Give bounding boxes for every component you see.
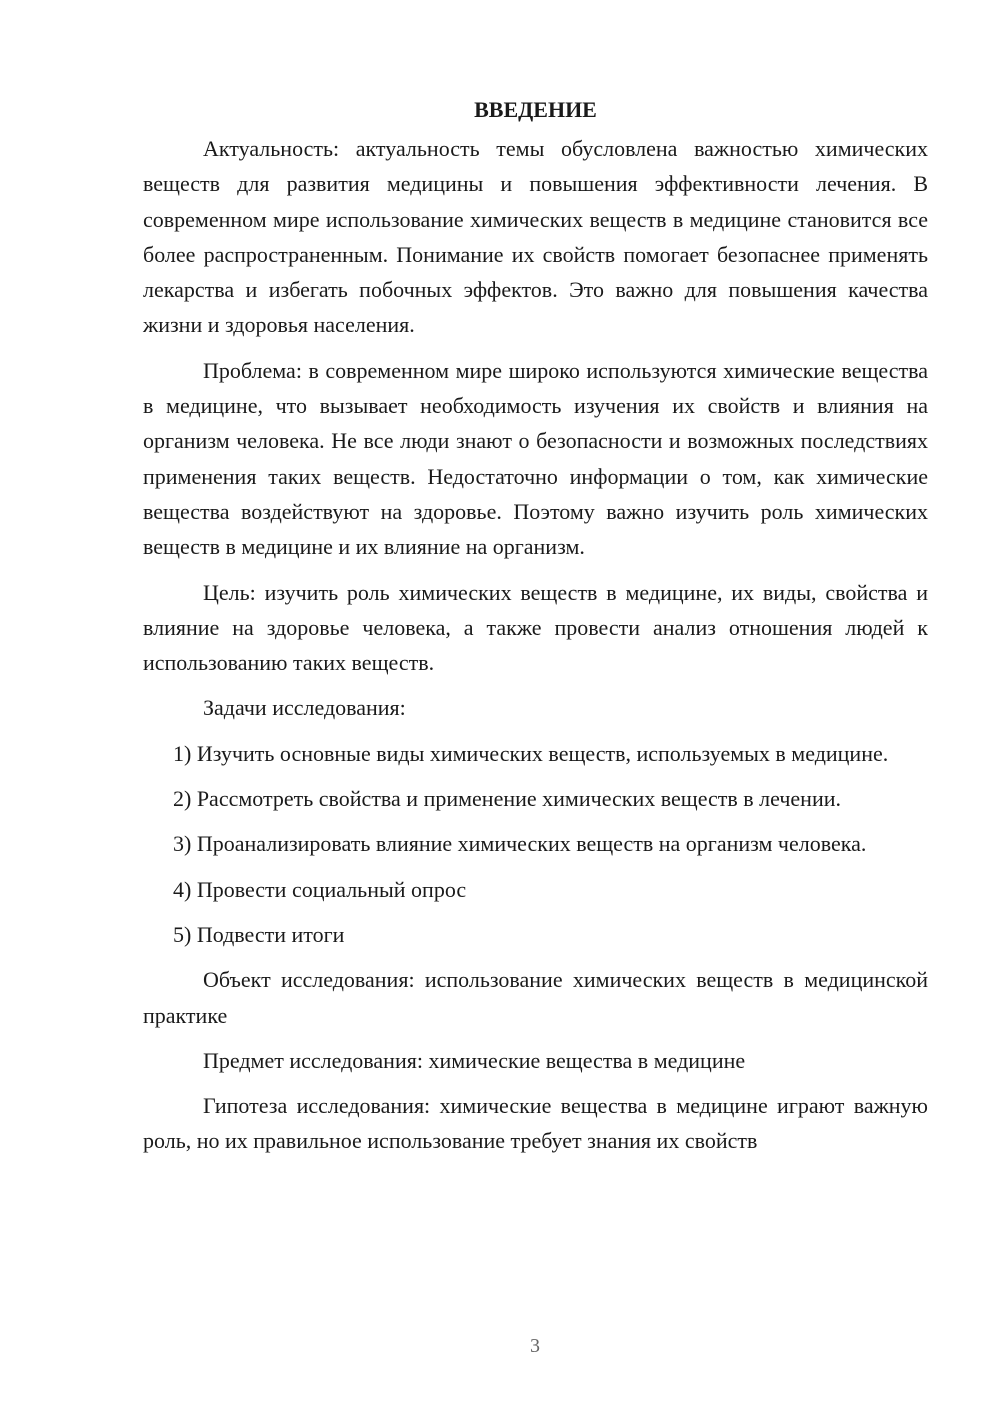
tasks-heading: Задачи исследования: [203,695,406,721]
task-item-1: 1) Изучить основные виды химических веществ, используемых в медицине. [173,740,889,766]
section-title: ВВЕДЕНИЕ [474,97,597,122]
paragraph-subject: Предмет исследования: химические вещества в медицине [203,1047,746,1073]
paragraph-goal: Цель: изучить роль химических веществ в медицине, их виды, свойства и влияние на здоровье человека, а также провести анализ отношения людей к использованию таких веществ. [143,579,928,676]
task-item-5: 5) Подвести итоги [173,921,345,947]
task-item-2: 2) Рассмотреть свойства и применение химических веществ в лечении. [173,786,842,812]
document-page [143,92,928,1159]
paragraph-problem: Проблема: в современном мире широко используются химические вещества в медицине, что вызывает необходимость изучения их свойств и влияния на организм человека. Не все люди знают о безопасности и возможных последствиях применения таких веществ. Недостаточно информации о том, как химические вещества воздействуют на здоровье. Поэтому важно изучить роль химических веществ в медицине и их влияние на организм. [143,357,928,560]
paragraph-hypothesis: Гипотеза исследования: химические вещества в медицине играют важную роль, но их правильное использование требует знания их свойств [143,1093,928,1154]
paragraph-object: Объект исследования: использование химических веществ в медицинской практике [143,967,928,1028]
paragraph-relevance: Актуальность: актуальность темы обусловлена важностью химических веществ для развития медицины и повышения эффективности лечения. В современном мире использование химических веществ в медицине становится все более распространенным. Понимание их свойств помогает безопаснее применять лекарства и избегать побочных эффектов. Это важно для повышения качества жизни и здоровья населения. [143,136,928,338]
page-number: 3 [530,1335,540,1357]
task-item-3: 3) Проанализировать влияние химических веществ на организм человека. [173,831,867,857]
task-item-4: 4) Провести социальный опрос [173,876,467,902]
